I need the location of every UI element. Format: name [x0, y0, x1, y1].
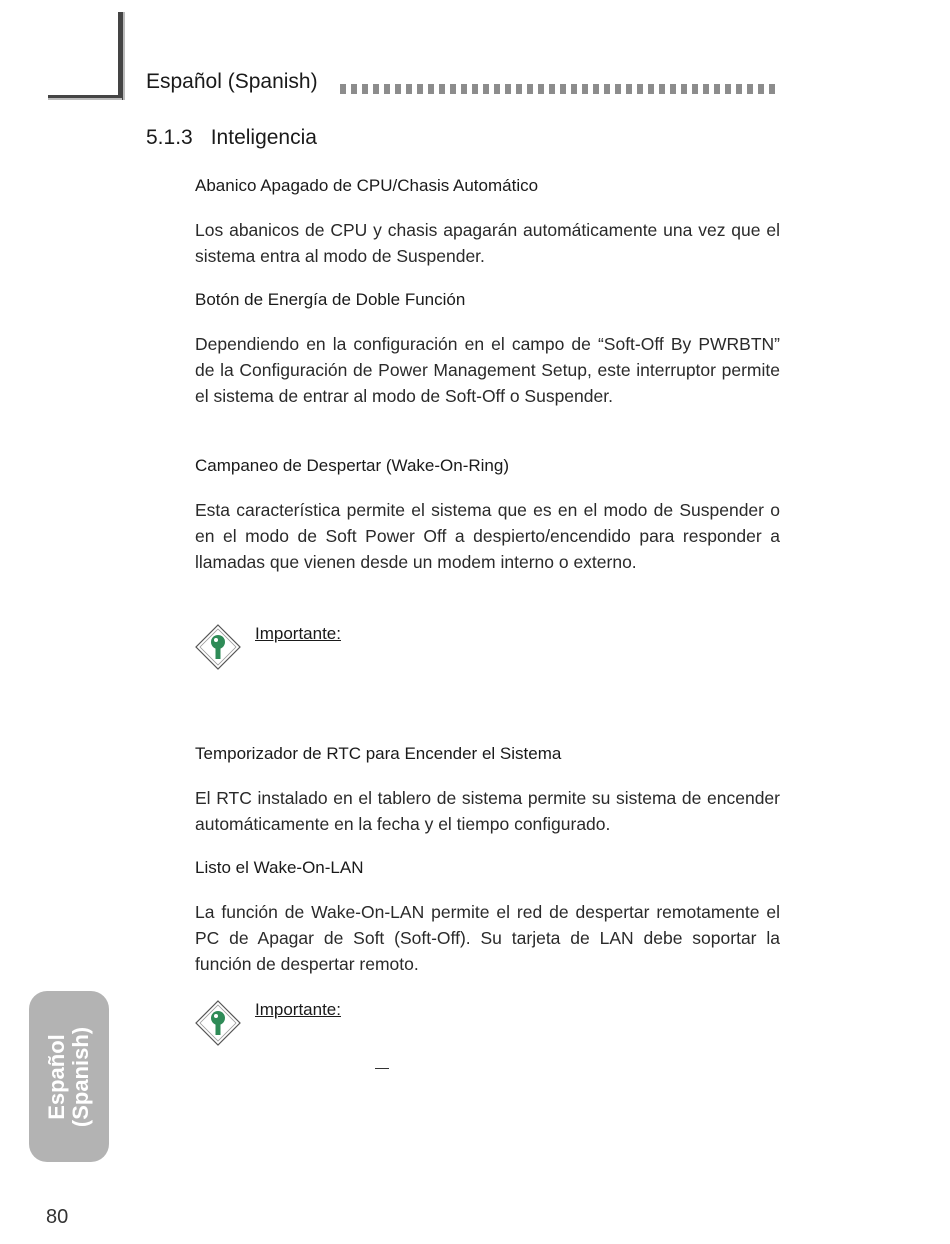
section-title: Inteligencia — [210, 126, 317, 149]
page-number: 80 — [46, 1206, 69, 1228]
page-header-title: Español (Spanish) — [146, 70, 318, 93]
header-dotted-rule — [340, 84, 780, 94]
important-label: Importante: — [255, 624, 341, 643]
important-label: Importante: — [255, 1000, 341, 1019]
important-tip-icon — [195, 624, 241, 670]
feature-block — [195, 858, 780, 977]
feature-heading: Campaneo de Despertar (Wake-On-Ring) — [195, 456, 509, 475]
feature-block — [195, 744, 780, 837]
feature-body: Dependiendo en la configuración en el campo de “Soft-Off By PWRBTN” de la Configuración de Power Management Setup, este interruptor permite el sistema de entrar al modo de Soft-Off o Suspender. — [195, 334, 780, 406]
section-heading — [146, 126, 317, 150]
section-number: 5.1.3 — [146, 126, 193, 149]
important-note — [195, 624, 780, 676]
feature-block — [195, 290, 780, 409]
feature-heading: Botón de Energía de Doble Función — [195, 290, 466, 309]
important-tip-icon — [195, 1000, 241, 1046]
feature-heading: Listo el Wake-On-LAN — [195, 858, 364, 877]
dash-mark — [375, 1068, 389, 1069]
feature-body: Los abanicos de CPU y chasis apagarán automáticamente una vez que el sistema entra al modo de Suspender. — [195, 220, 780, 266]
important-note — [195, 1000, 780, 1052]
feature-body: El RTC instalado en el tablero de sistema permite su sistema de encender automáticamente en la fecha y el tiempo configurado. — [195, 788, 780, 834]
corner-mark-vertical — [118, 12, 123, 100]
feature-body: Esta característica permite el sistema que es en el modo de Suspender o en el modo de Soft Power Off a despierto/encendido para responder a llamadas que vienen desde un modem interno o externo. — [195, 500, 780, 572]
side-tab-line1: Español — [44, 1034, 69, 1120]
feature-body: La función de Wake-On-LAN permite el red de despertar remotamente el PC de Apagar de Soft (Soft-Off). Su tarjeta de LAN debe soportar la función de despertar remoto. — [195, 902, 780, 974]
feature-block — [195, 456, 780, 575]
feature-heading: Abanico Apagado de CPU/Chasis Automático — [195, 176, 539, 195]
language-side-tab — [29, 991, 109, 1162]
side-tab-line2: (Spanish) — [68, 1026, 93, 1128]
corner-mark-horizontal — [48, 95, 122, 98]
feature-heading: Temporizador de RTC para Encender el Sistema — [195, 744, 562, 763]
side-tab-text — [45, 1027, 93, 1127]
feature-block — [195, 176, 780, 269]
